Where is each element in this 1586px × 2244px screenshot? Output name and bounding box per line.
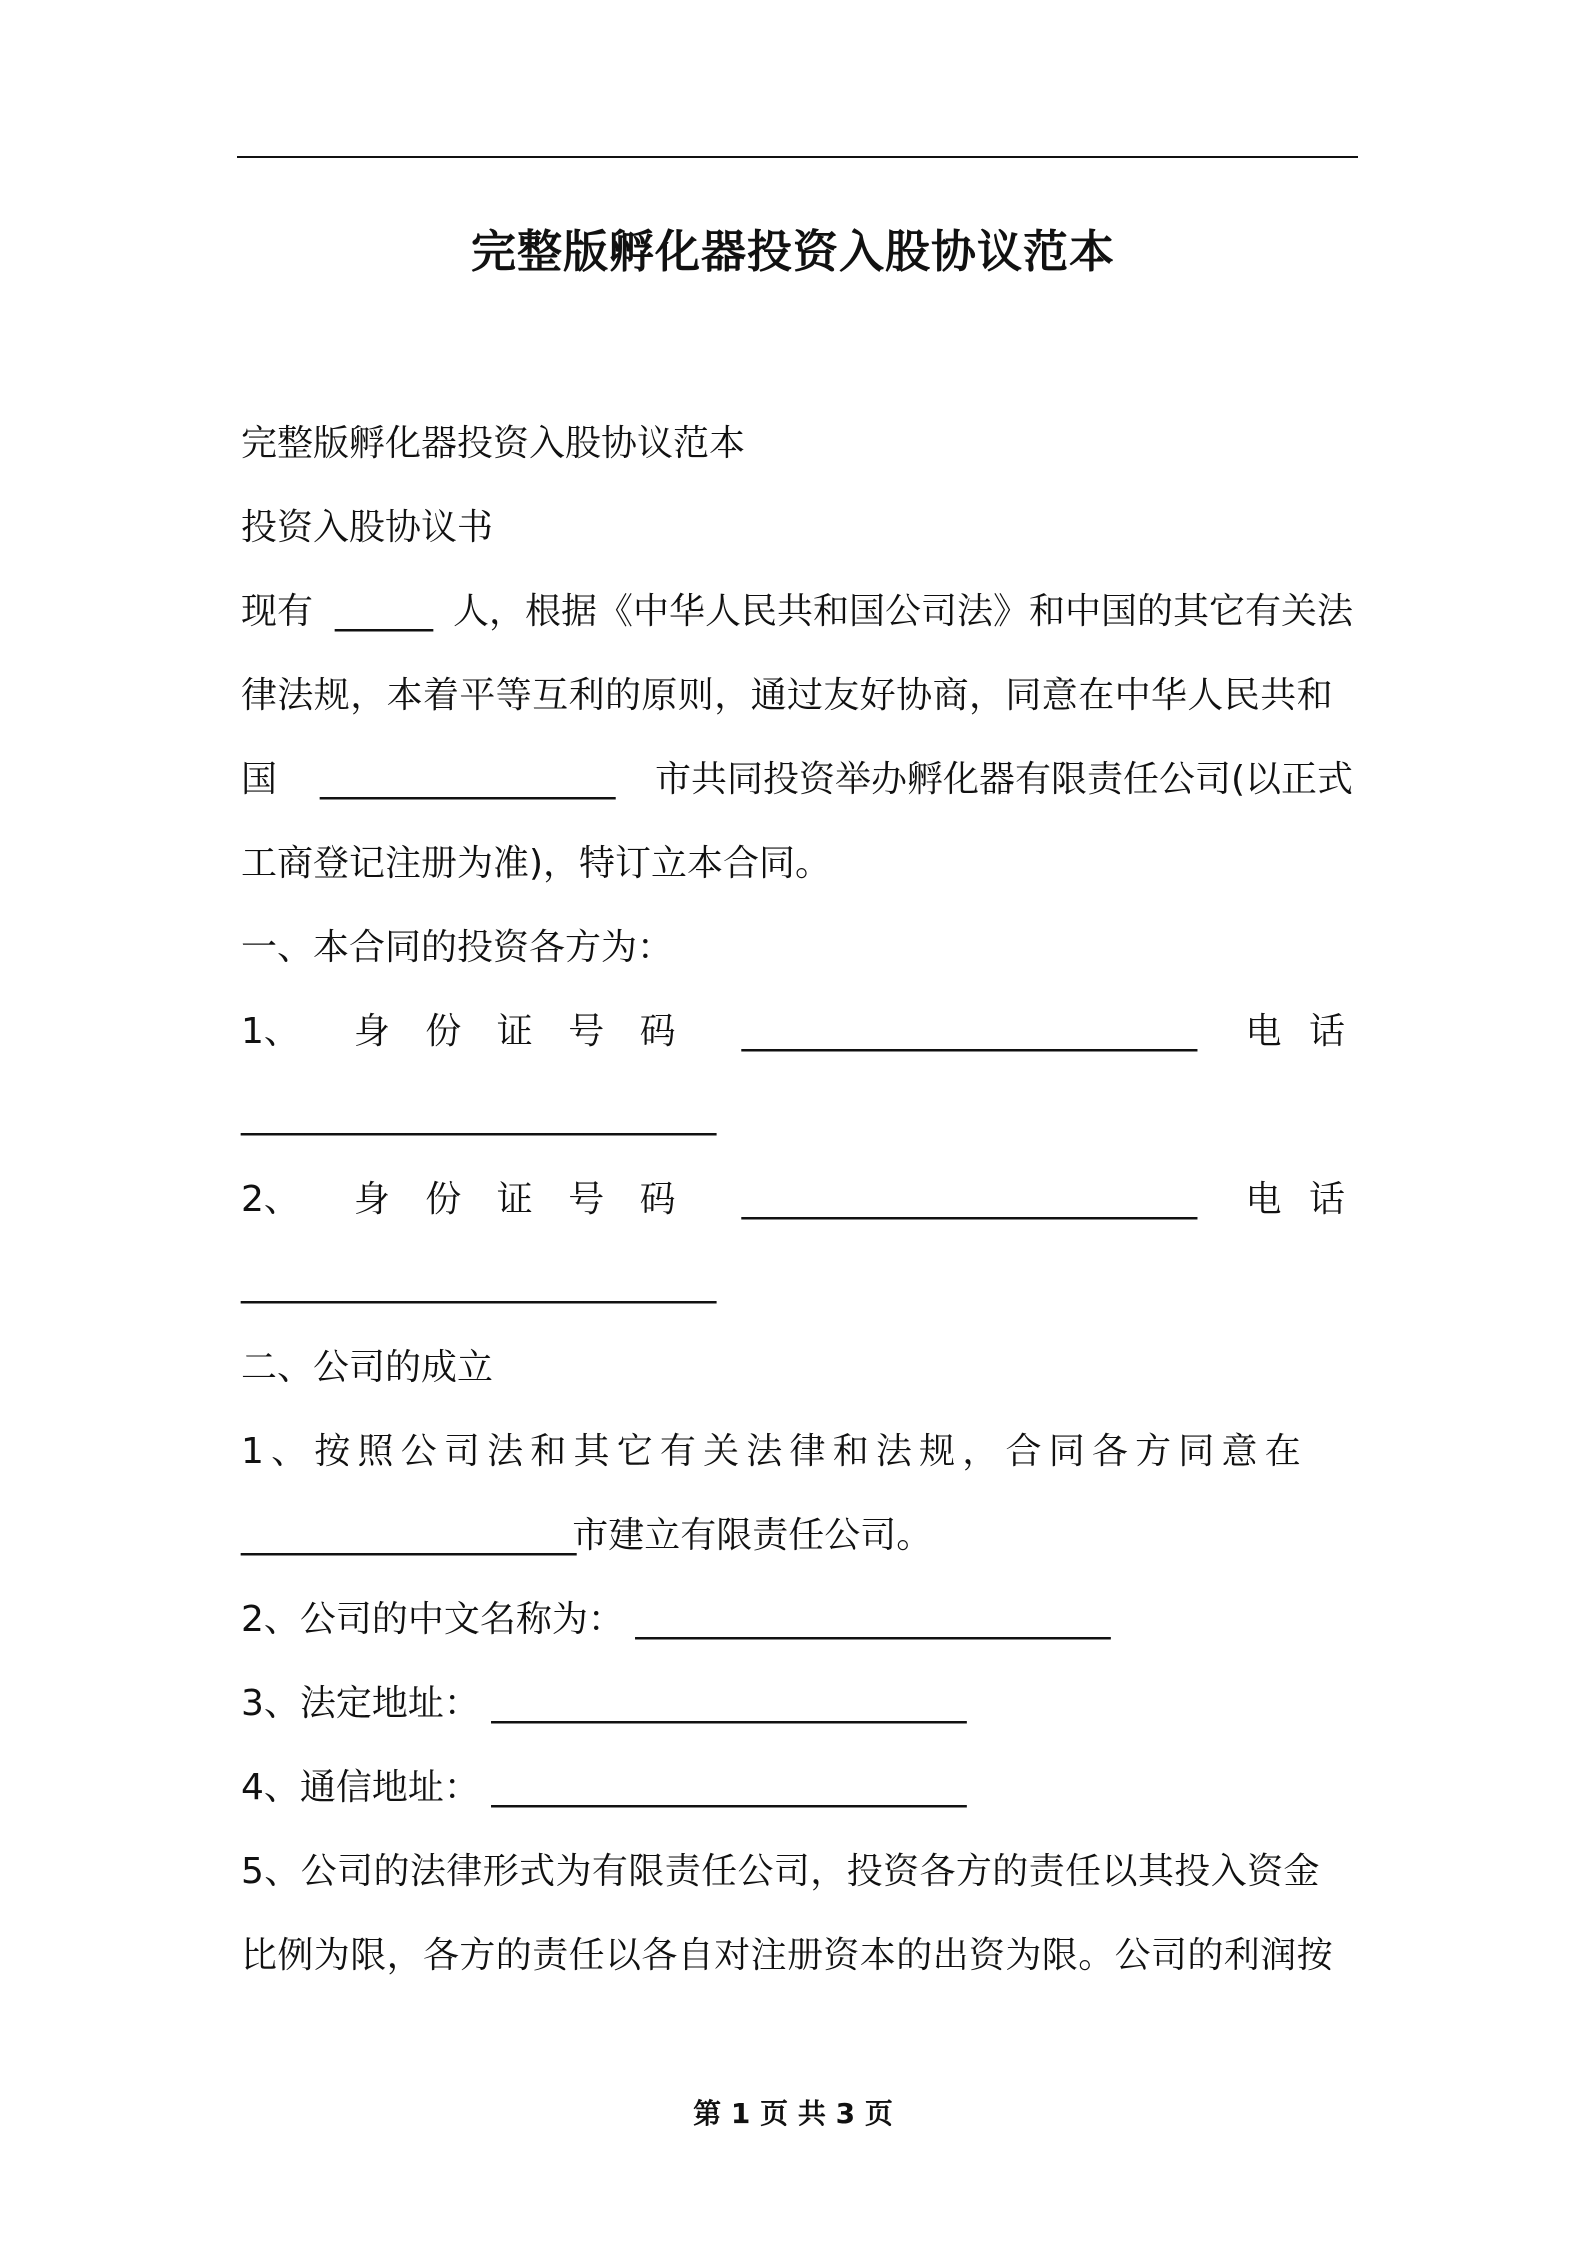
- phone-label: 电 话: [1245, 1179, 1353, 1220]
- paragraph-line: [241, 1662, 1353, 1746]
- paragraph-line: [241, 1494, 1353, 1578]
- text-segment: 国: [241, 759, 278, 800]
- paragraph-line: [241, 654, 1353, 738]
- fill-blank: ____________________________________: [741, 1011, 1192, 1052]
- phone-label: 电 话: [1245, 1011, 1353, 1052]
- subtitle-text: 完整版孵化器投资入股协议范本: [241, 423, 746, 464]
- paragraph-line: [241, 1074, 1353, 1158]
- id-number-label: 身 份 证 号 码: [353, 1011, 688, 1052]
- fill-blank: ____________________________________: [741, 1179, 1192, 1220]
- document-title: 完整版孵化器投资入股协议范本: [470, 225, 1115, 278]
- paragraph-line: [241, 1158, 1353, 1242]
- fill-blank: _____________________________________: [241, 1263, 711, 1304]
- text-segment: 市共同投资举办孵化器有限责任公司(以正式: [654, 759, 1353, 800]
- document-body: [241, 402, 1353, 1998]
- paragraph-line: [241, 1746, 1353, 1830]
- paragraph-line: [241, 822, 1353, 906]
- paragraph-line: [241, 1914, 1353, 1998]
- text-segment: 人，根据《中华人民共和国公司法》和中国的其它有关法: [452, 591, 1353, 632]
- fill-blank: ______: [335, 591, 431, 632]
- paragraph-line: [241, 738, 1353, 822]
- text-segment: 律法规，本着平等互利的原则，通过友好协商，同意在中华人民共和: [241, 675, 1334, 716]
- section-heading: 一、本合同的投资各方为：: [241, 927, 674, 968]
- paragraph-line: [241, 990, 1353, 1074]
- paragraph-line: [241, 1326, 1353, 1410]
- fill-blank: _____________________________________: [491, 1683, 962, 1724]
- text-segment: 比例为限，各方的责任以各自对注册资本的出资为限。公司的利润按: [241, 1935, 1334, 1976]
- paragraph-line: [241, 906, 1353, 990]
- paragraph-line: [241, 570, 1353, 654]
- header-rule: [237, 156, 1358, 158]
- fill-blank: ________________________: [241, 1515, 573, 1556]
- paragraph-line: [241, 1242, 1353, 1326]
- paragraph-line: [241, 1830, 1353, 1914]
- fill-blank: _____________________________________: [635, 1599, 1106, 1640]
- text-segment: 1、按照公司法和其它有关法律和法规，合同各方同意在: [241, 1431, 1308, 1472]
- text-segment: 5、公司的法律形式为有限责任公司，投资各方的责任以其投入资金: [241, 1851, 1320, 1892]
- paragraph-line: [241, 1578, 1353, 1662]
- fill-blank: _____________________________________: [241, 1095, 711, 1136]
- paragraph-line: [241, 402, 1353, 486]
- item-number: 1、: [241, 1011, 300, 1052]
- text-segment: 工商登记注册为准)，特订立本合同。: [241, 843, 832, 884]
- text-segment: 市建立有限责任公司。: [572, 1515, 933, 1556]
- text-segment: 3、法定地址：: [241, 1683, 480, 1724]
- fill-blank: ____________________: [319, 759, 612, 800]
- paragraph-line: [241, 486, 1353, 570]
- item-number: 2、: [241, 1179, 300, 1220]
- section-heading: 二、公司的成立: [241, 1347, 494, 1388]
- text-segment: 4、通信地址：: [241, 1767, 480, 1808]
- page-number-footer: 第 1 页 共 3 页: [693, 2097, 893, 2130]
- agreement-heading: 投资入股协议书: [241, 507, 494, 548]
- paragraph-line: [241, 1410, 1353, 1494]
- text-segment: 现有: [241, 591, 314, 632]
- fill-blank: _____________________________________: [491, 1767, 962, 1808]
- id-number-label: 身 份 证 号 码: [353, 1179, 688, 1220]
- text-segment: 2、公司的中文名称为：: [241, 1599, 624, 1640]
